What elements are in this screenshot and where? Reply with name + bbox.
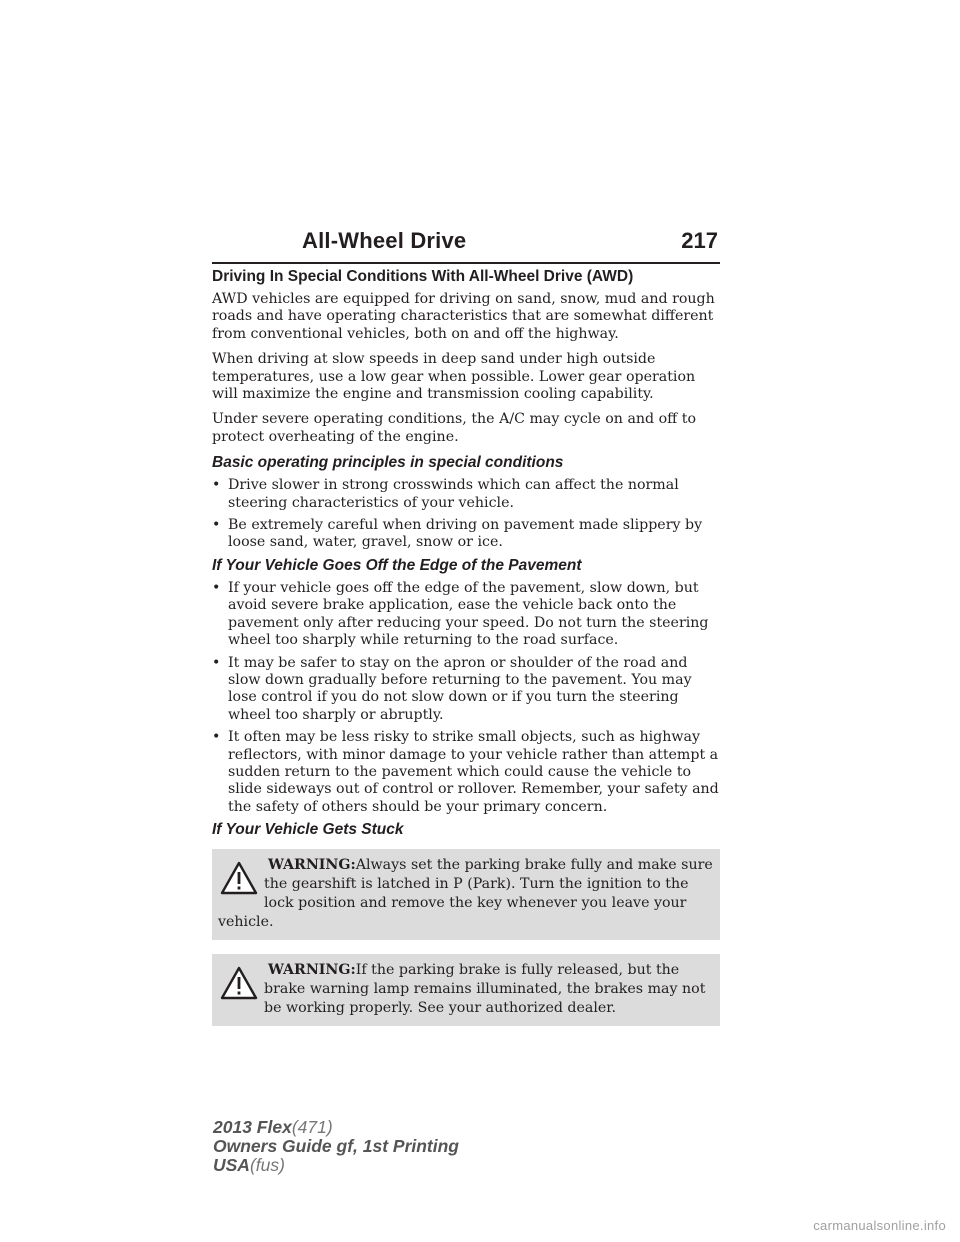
off-edge-heading: If Your Vehicle Goes Off the Edge of the Pavement [212,556,582,574]
warning-triangle-icon [220,861,258,895]
list-item: • If your vehicle goes off the edge of the pavement, slow down, but avoid severe brake application, ease the vehicle back onto the pavement only after reducing your speed. Do not turn the steering wheel too sharply while returning to the road surface. [212,579,709,649]
footer-line-3: USA(fus) [213,1155,285,1175]
principles-list [212,477,720,552]
bullet-icon: • [212,477,221,494]
page-number: 217 [681,228,718,253]
warning-label: WARNING: [268,857,356,874]
warning-box-1 [212,849,720,940]
chapter-title: All-Wheel Drive [302,228,467,253]
awd-paragraph-3: Under severe operating conditions, the A/C may cycle on and off to protect overheating of the engine. [212,411,697,445]
bullet-icon: • [212,517,221,534]
watermark: carmanualsonline.info [813,1218,946,1233]
warning-triangle-icon [220,966,258,1000]
page-content [212,268,720,1040]
page-header [212,228,720,264]
awd-paragraph-2: When driving at slow speeds in deep sand under high outside temperatures, use a low gear when possible. Lower gear operation will maximize the engine and transmission cooling capability. [212,351,696,403]
list-item: • Be extremely careful when driving on pavement made slippery by loose sand, water, gravel, snow or ice. [212,517,703,551]
stuck-heading: If Your Vehicle Gets Stuck [212,821,404,839]
warning-label: WARNING: [268,962,356,979]
bullet-icon: • [212,654,221,671]
warning-box-2 [212,954,720,1026]
list-item: • It often may be less risky to strike small objects, such as highway reflectors, with minor damage to your vehicle rather than attempt a sudden return to the pavement which could cause the vehicle to slide sideways out of control or rollover. Remember, your safety and the safety of others should be your primary concern. [212,729,719,815]
warning-text: Always set the parking brake fully and make sure the gearshift is latched in P (Park). Turn the ignition to the lock position and remove the key whenever you leave your vehicle. [218,857,713,931]
list-item: • Drive slower in strong crosswinds which can affect the normal steering characteristics of your vehicle. [212,477,679,511]
bullet-icon: • [212,729,221,746]
awd-paragraph-1: AWD vehicles are equipped for driving on sand, snow, mud and rough roads and have operating characteristics that are somewhat different from conventional vehicles, both on and off the highway. [212,291,715,342]
print-footer [213,1118,459,1175]
awd-heading: Driving In Special Conditions With All-Wheel Drive (AWD) [212,268,634,285]
bullet-icon: • [212,579,221,596]
footer-line-2: Owners Guide gf, 1st Printing [213,1136,459,1156]
principles-heading: Basic operating principles in special conditions [212,454,564,472]
warning-text: If the parking brake is fully released, but the brake warning lamp remains illuminated, the brakes may not be working properly. See your authorized dealer. [264,962,706,1017]
off-edge-list [212,580,720,816]
footer-line-1: 2013 Flex(471) [213,1117,333,1137]
list-item: • It may be safer to stay on the apron or shoulder of the road and slow down gradually before returning to the pavement. You may lose control if you do not slow down or if you turn the steering wheel too sharply or abruptly. [212,654,692,723]
